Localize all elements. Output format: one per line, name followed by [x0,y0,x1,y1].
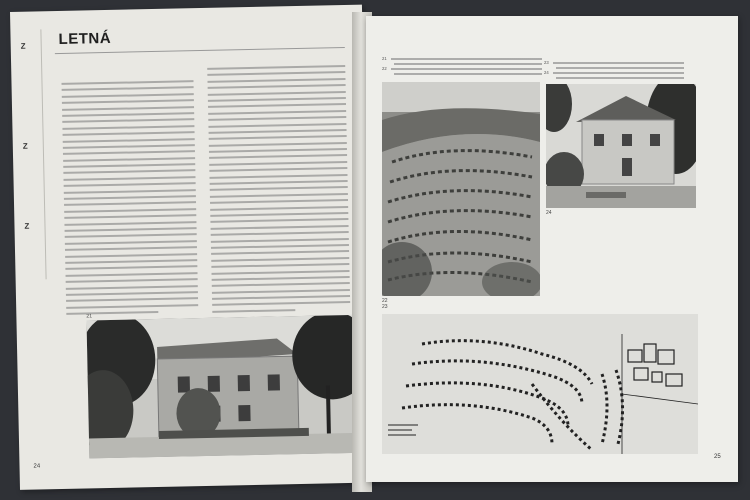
index-letter: Z [20,41,26,51]
caption-ref: 21 [382,56,387,61]
caption-ref: 24 [544,70,549,75]
index-letter: Z [22,141,28,151]
caption-ref: 23 [544,60,549,65]
chapter-title: LETNÁ [58,29,112,48]
figure-number: 21 [86,313,93,320]
caption-block-right [544,60,684,80]
site-plan-drawing [382,314,698,454]
figure-number: 24 [546,210,552,216]
right-page [366,16,738,482]
figure-number: 22 [382,298,388,304]
page-number: 25 [714,454,721,460]
caption-block-left [382,56,542,76]
left-page [10,5,372,490]
text-column-2 [207,63,350,315]
title-rule [55,47,345,54]
villa-photo [546,84,696,208]
caption-ref: 22 [382,66,387,71]
page-number: 24 [33,463,41,470]
aerial-photo [382,82,540,296]
text-column-1 [61,78,198,320]
index-letter: Z [24,221,30,231]
house-photo [86,315,369,459]
figure-number: 23 [382,304,388,310]
thumb-index [10,29,46,280]
